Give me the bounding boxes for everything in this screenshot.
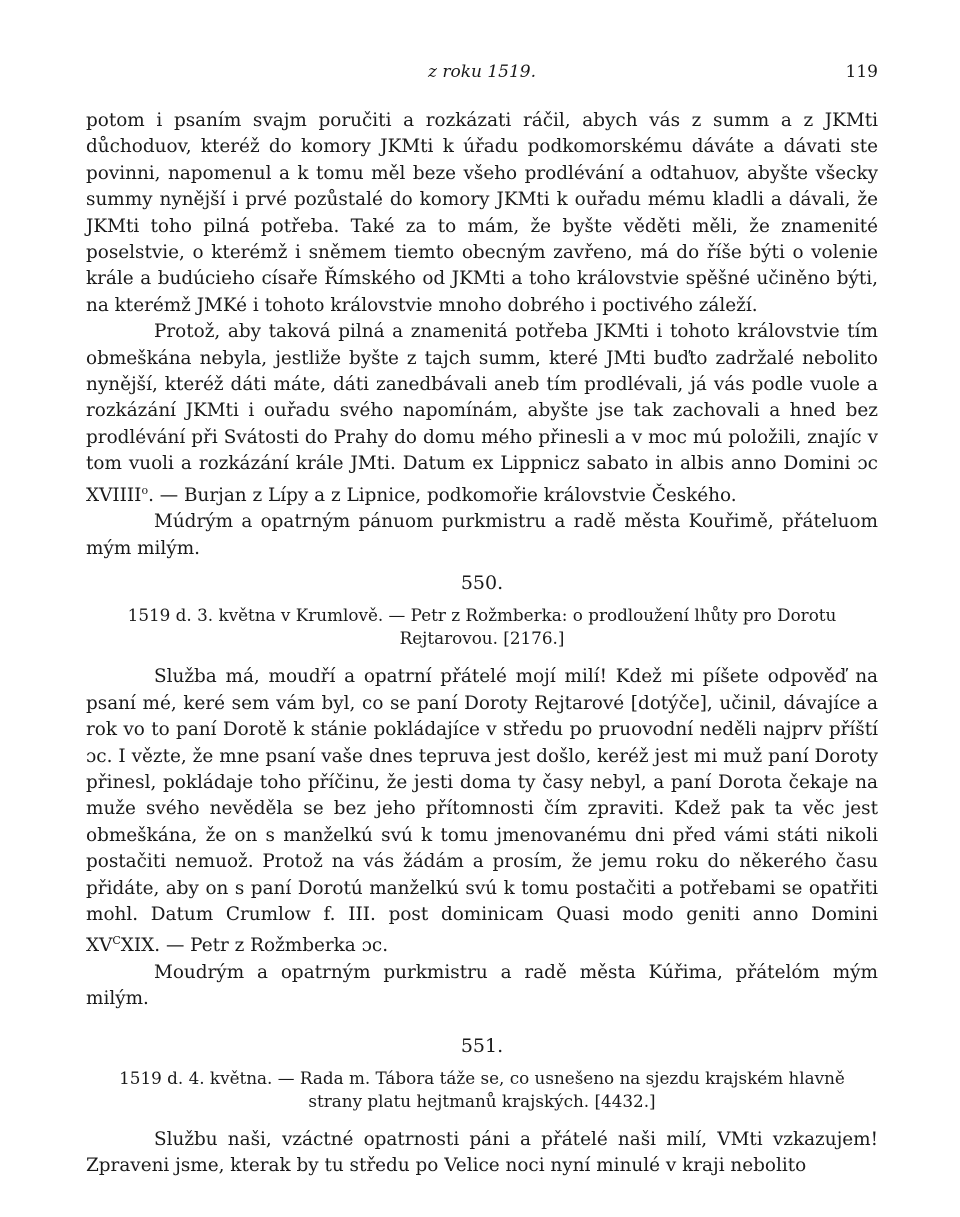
regest-550: 1519 d. 3. května v Krumlově. — Petr z Rožmberka: o prodloužení lhůty pro Dorotu Rejtarovou. [2176.] [127, 605, 837, 649]
page-number: 119 [845, 62, 878, 82]
letter-text-550-ending: XIX. — Petr z Rožmberka ɔc. [120, 935, 389, 957]
letter-text-551: Službu naši, vzáctné opatrnosti páni a přátelé naši milí, VMti vzkazujem! Zpraveni jsme, kterak by tu středu po Velice noci nyní minulé v kraji nebolito [86, 1129, 878, 1177]
regest-551: 1519 d. 4. května. — Rada m. Tábora táže se, co usnešeno na sjezdu krajském hlavně strany platu hejtmanů krajských. [4432.] [119, 1068, 845, 1111]
running-title: z roku 1519. [427, 62, 537, 82]
paragraph-protoz-text: Protož, aby taková pilná a znamenitá potřeba JKMti i tohoto královstvie tím obmeškána nebyla, jestliže byšte z tajch summ, které JMti buďto zadržalé nebolito nynější, kteréž dáti máte, dáti zanedbávali aneb tím prodlévali, já vás podle vuole a rozkázání JKMti i ouřadu svého napomínám, abyšte jse tak zachovali a hned bez prodlévání při Svátosti do Prahy do domu mého přinesli a v moc mú položili, znajíc v tom vuoli a rozkázání krále JMti. Datum ex Lippnicz sabato in albis anno Domini ɔc XVIIII [86, 321, 878, 506]
letter-address-549: Múdrým a opatrným pánuom purkmistru a radě města Kouřimě, přáteluom mým milým. [86, 511, 878, 559]
letter-text-550-main: Služba má, moudří a opatrní přátelé mojí milí! Kdež mi píšete odpověď na psaní mé, keré sem vám byl, co se paní Doroty Rejtarové [dotýče], učinil, dávajíce a rok vo to paní Dorotě k stánie pokládajíce v středu po pruovodní neděli najprv příští ɔc. I vězte, že mne psaní vaše dnes tepruva jest došlo, keréž jest mi muž paní Doroty přinesl, pokládaje toho příčinu, že jesti doma ty časy nebyl, a paní Dorota čekaje na muže svého nevěděla se bez jeho přítomnosti čím zpraviti. Kdež pak ta věc jest obmeškána, že on s manželkú svú k tomu jmenovanému dni před vámi státi nikoli postačiti nemuož. Protož na vás žádám a prosím, že jemu roku do někerého času přidáte, aby on s paní Dorotú manželkú svú k tomu postačiti a potřebami se opatřiti mohl. Datum Crumlow f. III. post dominicam Quasi modo geniti anno Domini XV [86, 666, 878, 957]
paragraph-protoz-ending: . — Burjan z Lípy a z Lipnice, podkomořie královstvie Českého. [148, 484, 737, 506]
page-header [86, 62, 878, 86]
superscript-o: o [141, 483, 149, 497]
document-number-551: 551. [460, 1034, 504, 1057]
letter-text-550 [86, 664, 878, 959]
superscript-c: C [112, 934, 121, 948]
page-body [86, 108, 878, 1180]
paragraph-continuation: potom i psaním svajm poručiti a rozkázati ráčil, abych vás z summ a z JKMti důchoduov, kteréž do komory JKMti k úřadu podkomorskému dáváte a dávati ste povinni, napomenul a k tomu měl beze všeho prodlévání a odtahuov, abyšte všecky summy nynější i prvé pozůstalé do komory JKMti k ouřadu mému kladli a dávali, že JKMti toho pilná potřeba. Také za to mám, že byšte věděti měli, že znamenité poselstvie, o kterémž i sněmem tiemto obecným zavřeno, má do říše býti o volenie krále a budúcieho císaře Římského od JKMti a toho královstvie spěšné učiněno býti, na kterémž JMKé i tohoto královstvie mnoho dobrého i poctivého záleží. [86, 110, 878, 316]
document-number-550: 550. [460, 571, 504, 594]
paragraph-protoz [86, 319, 878, 509]
letter-address-550: Moudrým a opatrným purkmistru a radě města Kúřima, přátelóm mým milým. [86, 961, 878, 1010]
